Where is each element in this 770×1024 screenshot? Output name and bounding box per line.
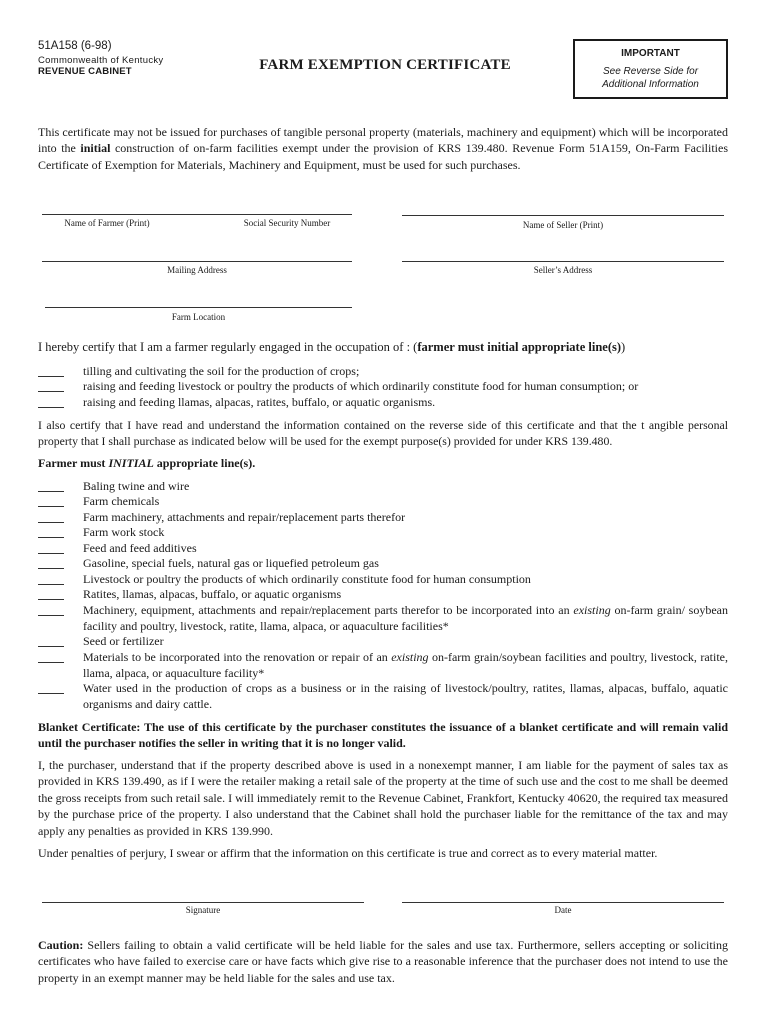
item-row: Farm chemicals: [83, 494, 160, 508]
item-row: Seed or fertilizer: [83, 634, 164, 648]
commonwealth-label: Commonwealth of Kentucky: [38, 55, 164, 66]
important-line-1: See Reverse Side for: [602, 66, 699, 77]
item-row: Gasoline, special fuels, natural gas or liquefied petroleum gas: [83, 556, 379, 570]
farmer-name-label: Name of Farmer (Print): [64, 218, 150, 228]
cabinet-label: REVENUE CABINET: [38, 66, 132, 77]
important-title: IMPORTANT: [621, 48, 680, 59]
farmer-name-line[interactable]: [42, 214, 352, 215]
seller-address-label: Seller’s Address: [533, 265, 593, 275]
mailing-address-line[interactable]: [42, 261, 352, 262]
liability-paragraph: I, the purchaser, understand that if the property described above is used in a nonexempt manner, I am liable for the payment of sales tax as provided in KRS 139.490, as if I were the retailer making a retail sale of the property at the time of such use and the cost to me shall be deemed the gross receipts from such retail sale. I will immediately remit to the Revenue Cabinet, Frankfort, Kentucky 40620, the required tax measured by the purchase price of the property. I also understand that the Cabinet shall hold the purchaser liable for the remittance of the tax and may apply any penalties as provided in KRS 139.990.: [38, 758, 728, 838]
date-label: Date: [554, 905, 572, 915]
important-notice-box: [573, 39, 728, 99]
item-row: Ratites, llamas, alpacas, buffalo, or aquatic organisms: [83, 587, 342, 601]
farm-location-line[interactable]: [45, 307, 352, 308]
seller-address-line[interactable]: [402, 261, 724, 262]
item-row: Feed and feed additives: [83, 541, 197, 555]
page-title: FARM EXEMPTION CERTIFICATE: [259, 57, 511, 73]
seller-name-line[interactable]: [402, 215, 724, 216]
signature-line[interactable]: [42, 902, 364, 903]
intro-paragraph: [38, 124, 728, 173]
blanket-certificate: Blanket Certificate: The use of this certificate by the purchaser constitutes the issuance of a blanket certificate and will remain valid until the purchaser notifies the seller in writing that it is no longer valid.: [38, 720, 728, 751]
intro-text-2: construction of on-farm facilities exempt under the provision of KRS 139.480. Revenue Form 51A159, On-Farm Facilities Certificate of Exemption for Materials, Machinery and Equipment, must be used for such purchases.: [38, 141, 728, 172]
item-row: Farm machinery, attachments and repair/replacement parts therefor: [83, 510, 406, 524]
also-certify-paragraph: I also certify that I have read and understand the information contained on the reverse side of this certificate and that the t angible personal property that I shall purchase as indicated below will be used for the exempt purpose(s) provided for under KRS 139.480.: [38, 418, 728, 448]
initial-heading: Farmer must INITIAL appropriate line(s).: [38, 456, 256, 470]
intro-text-1: This certificate may not be issued for purchases of tangible personal property (materials, machinery and equipment) which will be incorporated into the: [38, 125, 728, 156]
seller-name-label: Name of Seller (Print): [522, 220, 604, 230]
occupation-item: raising and feeding llamas, alpacas, ratites, buffalo, or aquatic organisms.: [83, 395, 436, 409]
mailing-address-label: Mailing Address: [167, 265, 227, 275]
important-line-2: Additional Information: [602, 79, 699, 90]
important-note: [575, 65, 726, 91]
caution-label: Caution:: [38, 938, 84, 952]
signature-label: Signature: [185, 905, 221, 915]
certify-statement: [38, 340, 728, 355]
occupation-item: raising and feeding livestock or poultry the products of which ordinarily constitute food for human consumption; or: [83, 379, 639, 393]
item-row: Farm work stock: [83, 525, 165, 539]
form-number: 51A158 (6-98): [38, 40, 112, 52]
caution-text: Sellers failing to obtain a valid certificate will be held liable for the sales and use tax. Furthermore, sellers accepting or soliciting certificates who have failed to exercise care or have facts which give rise to a reasonable inference that the purchaser does not intend to use the property in an exempt manner may be held liable for the sales and use tax.: [38, 938, 728, 985]
occupation-item: tilling and cultivating the soil for the production of crops;: [83, 364, 360, 378]
farm-location-label: Farm Location: [171, 312, 226, 322]
perjury-statement: Under penalties of perjury, I swear or affirm that the information on this certificate is true and correct as to every material matter.: [38, 846, 658, 860]
caution-paragraph: [38, 937, 728, 986]
date-line[interactable]: [402, 902, 724, 903]
certify-text: I hereby certify that I am a farmer regularly engaged in the occupation of : (: [38, 340, 418, 354]
item-row: Water used in the production of crops as a business or in the raising of livestock/poultry, ratites, llamas, alpacas, buffalo, aquatic organisms and dairy cattle.: [83, 681, 728, 711]
intro-bold: initial: [80, 141, 111, 156]
certify-bold: farmer must initial appropriate line(s): [417, 340, 622, 354]
item-row: Livestock or poultry the products of which ordinarily constitute food for human consumption: [83, 572, 531, 586]
item-row: Materials to be incorporated into the renovation or repair of an existing on-farm grain/soybean facilities and poultry, livestock, ratite, llama, alpaca, or aquaculture facility*: [83, 650, 728, 680]
ssn-label: Social Security Number: [243, 218, 331, 228]
item-row: Baling twine and wire: [83, 479, 190, 493]
item-row: Machinery, equipment, attachments and repair/replacement parts therefor to be incorporated into an existing on-farm grain/ soybean facility and poultry, livestock, ratite, llama, alpaca, or aquaculture facilities*: [83, 603, 728, 633]
certify-close: ): [621, 340, 626, 354]
